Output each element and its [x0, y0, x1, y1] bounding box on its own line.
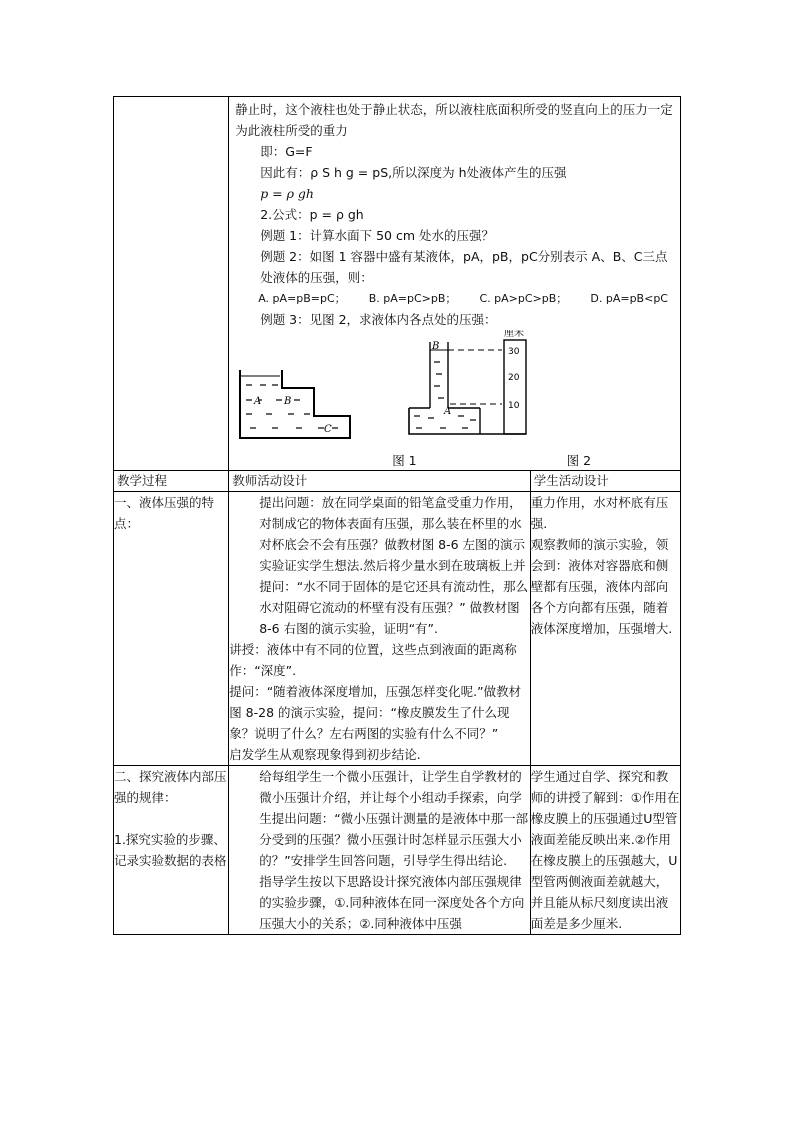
formula-title: 2.公式：p = ρ gh: [260, 207, 364, 222]
options-row: [232, 288, 678, 309]
row1-teacher: [229, 492, 531, 766]
row2-process-text: 二、探究液体内部压强的规律：: [114, 769, 227, 805]
fig2-label-b: B: [432, 341, 440, 352]
fig2-caption: 图 2: [566, 453, 592, 468]
fig1-caption: 图 1: [392, 453, 417, 468]
fig2-tick-10: 10: [508, 401, 520, 411]
figure-2: [409, 330, 526, 434]
intro-left-cell: [114, 97, 229, 471]
row2-teacher-p2: 指导学生按以下思路设计探究液体内部压强规律的实验步骤，①.同种液体在同一深度处各个方向压强大小的关系；②.同种液体中压强: [259, 874, 525, 931]
example-3: 例题 3：见图 2，求液体内各点处的压强：: [260, 312, 497, 327]
figures-svg: [232, 330, 677, 450]
intro-row: [114, 97, 681, 471]
row1-teacher-p3: 提问：“随着液体深度增加，压强怎样变化呢.”做教材图 8-28 的演示实验，提问：“橡皮膜发生了什么现象？说明了什么？左右两图的实验有什么不同？”: [229, 684, 522, 741]
option-a: A. pA=pB=pC；: [258, 292, 346, 305]
formula-line: p = ρ gh: [260, 186, 314, 201]
fig2-scale-title: 厘米: [504, 330, 525, 339]
header-student: 学生活动设计: [530, 471, 680, 492]
row1-student: [530, 492, 680, 766]
row1-teacher-p1: 提出问题：放在同学桌面的铅笔盒受重力作用，对制成它的物体表面有压强，那么装在杯里的水对杯底会不会有压强？做教材图 8-6 左图的演示实验证实学生想法.然后将少量水到在玻璃板上并提问：“水不同于固体的是它还具有流动性，那么水对阻碍它流动的杯壁有没有压强？” 做教材图 8-6 右图的演示实验，证明“有”.: [259, 495, 529, 636]
row1-process-text: 一、液体压强的特点：: [114, 495, 215, 531]
figures: [232, 330, 678, 450]
fig1-label-a: A: [254, 396, 262, 407]
table-header-row: [114, 471, 681, 492]
header-teacher: 教师活动设计: [229, 471, 531, 492]
fig1-label-b: B: [284, 396, 292, 407]
figure-captions: [232, 450, 678, 470]
option-d: D. pA=pB<pC: [590, 292, 668, 305]
row2-teacher: [229, 766, 531, 935]
row2-process-sub: 1.探究实验的步骤、记录实验数据的表格: [114, 832, 227, 868]
row2-student-p1: 学生通过自学、探究和教师的讲授了解到：①作用在橡皮膜上的压强通过U型管液面差能反映出来.②作用在橡皮膜上的压强越大，U型管两侧液面差就越大，并且能从标尺刻度读出液面差是多少厘米.: [530, 769, 680, 931]
row1-student-p2: 观察教师的演示实验，领会到：液体对容器底和侧壁都有压强，液体内部向各个方向都有压强，随着液体深度增加，压强增大.: [530, 537, 673, 636]
figure-1: [240, 370, 350, 438]
intro-line-1: 静止时，这个液柱也处于静止状态，所以液柱底面积所受的竖直向上的压力一定为此液柱所受的重力: [235, 102, 673, 138]
fig2-tick-30: 30: [508, 347, 520, 357]
fig2-label-a: A: [444, 406, 452, 417]
row1-teacher-p2: 讲授：液体中有不同的位置，这些点到液面的距离称作：“深度”.: [229, 642, 517, 678]
table-row: [114, 492, 681, 766]
fig1-label-c: C: [324, 424, 332, 435]
row1-process: [114, 492, 229, 766]
lesson-table: [113, 96, 681, 935]
row2-teacher-p1: 给每组学生一个微小压强计，让学生自学教材的微小压强计介绍，并让每个小组动手探索，向学生提出问题：“微小压强计测量的是液体中那一部分受到的压强？微小压强计时怎样显示压强大小的？”安排学生回答问题，引导学生得出结论.: [259, 769, 529, 868]
option-c: C. pA>pC>pB；: [479, 292, 568, 305]
intro-cell: [229, 97, 681, 471]
option-b: B. pA=pC>pB；: [368, 292, 457, 305]
intro-line-2: 即：G=F: [260, 144, 313, 159]
row2-student: [530, 766, 680, 935]
row2-process: [114, 766, 229, 935]
fig2-tick-20: 20: [508, 373, 520, 383]
example-1: 例题 1：计算水面下 50 cm 处水的压强？: [260, 228, 494, 243]
table-row: [114, 766, 681, 935]
header-process: 教学过程: [114, 471, 229, 492]
row1-teacher-p4: 启发学生从观察现象得到初步结论.: [229, 747, 421, 762]
intro-line-3: 因此有：ρ S h g = pS,所以深度为 h处液体产生的压强: [260, 165, 567, 180]
example-2: 例题 2：如图 1 容器中盛有某液体，pA，pB，pC分别表示 A、B、C三点处液体的压强，则：: [260, 249, 668, 285]
row1-student-p1: 重力作用，水对杯底有压强.: [530, 495, 669, 531]
